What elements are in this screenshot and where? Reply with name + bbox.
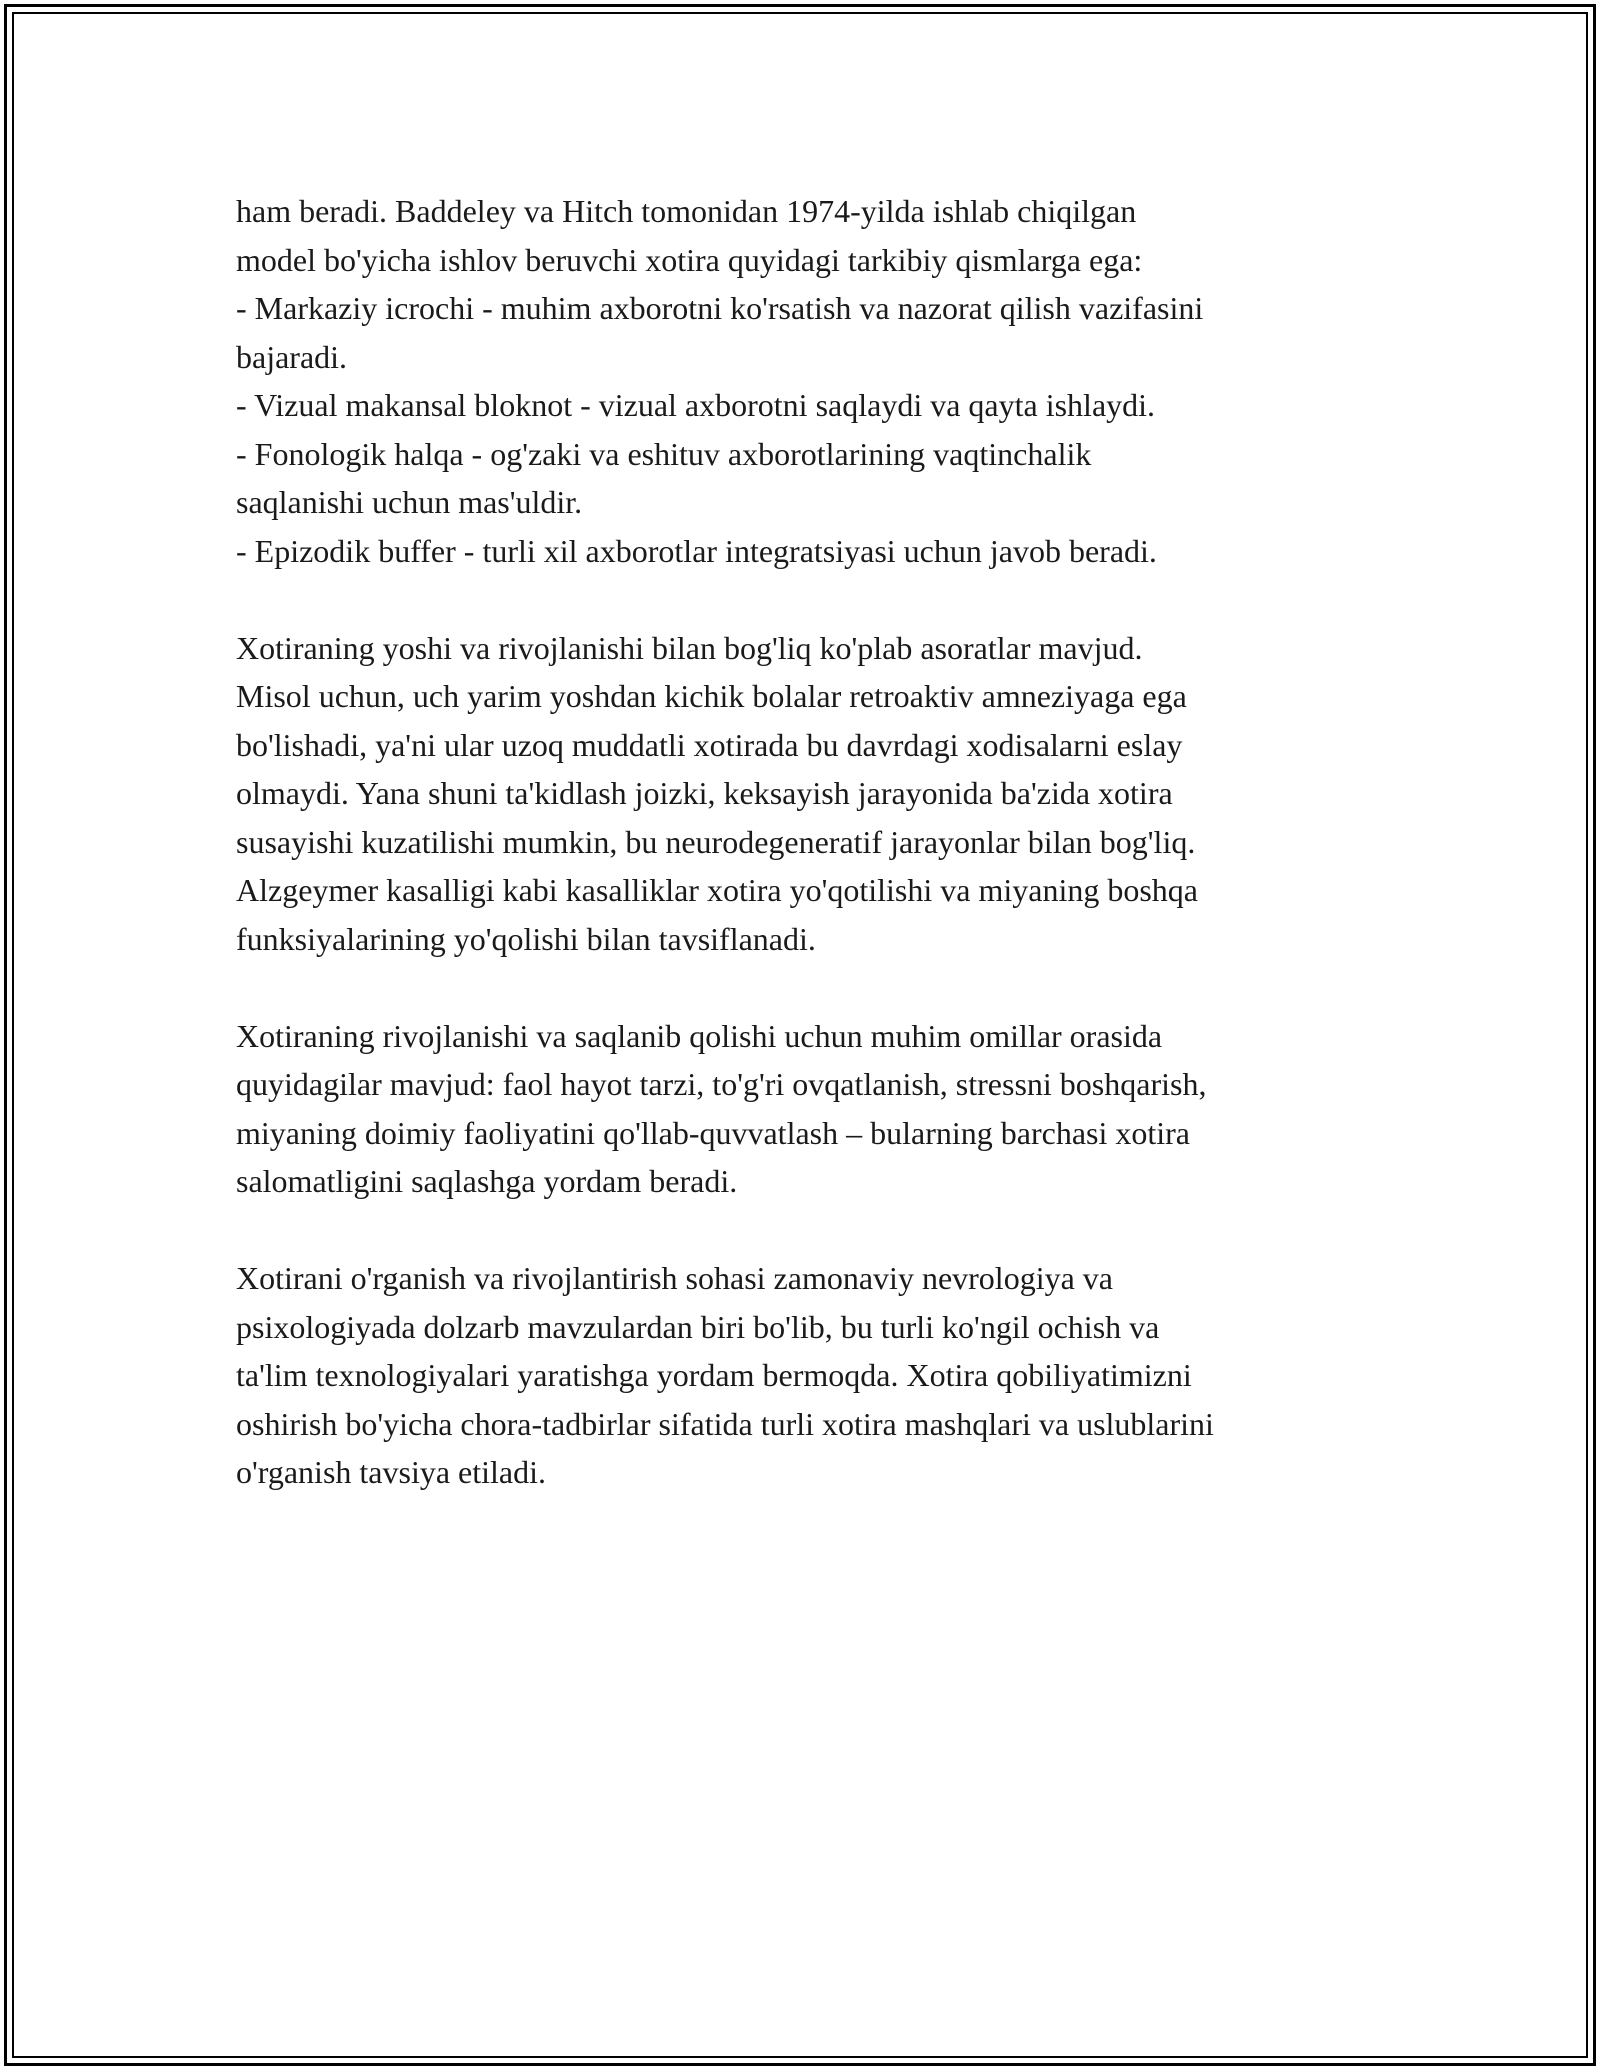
text-line: model bo'yicha ishlov beruvchi xotira quyidagi tarkibiy qismlarga ega: <box>236 241 1143 278</box>
list-item-visuospatial-sketchpad: - Vizual makansal bloknot - vizual axborotni saqlaydi va qayta ishlaydi. <box>236 387 1156 423</box>
list-item-central-executive: - Markaziy icrochi - muhim axborotni ko'rsatish va nazorat qilish vazifasini <box>236 290 1204 326</box>
text-line: ta'lim texnologiyalari yaratishga yordam bermoqda. Xotira qobiliyatimizni <box>236 1357 1192 1393</box>
paragraph-memory-research <box>236 1254 1386 1497</box>
text-line: quyidagilar mavjud: faol hayot tarzi, to'g'ri ovqatlanish, stressni boshqarish, <box>236 1066 1207 1102</box>
text-line: o'rganish tavsiya etiladi. <box>236 1454 546 1490</box>
text-line: psixologiyada dolzarb mavzulardan biri bo'lib, bu turli ko'ngil ochish va <box>236 1308 1160 1345</box>
text-line: Alzgeymer kasalligi kabi kasalliklar xotira yo'qotilishi va miyaning boshqa <box>236 872 1198 908</box>
paragraph-working-memory-model <box>236 187 1386 575</box>
text-line: olmaydi. Yana shuni ta'kidlash joizki, keksayish jarayonida ba'zida xotira <box>236 775 1173 811</box>
text-line: salomatligini saqlashga yordam beradi. <box>236 1163 738 1199</box>
list-item-phonological-loop: - Fonologik halqa - og'zaki va eshituv axborotlarining vaqtinchalik <box>236 435 1092 472</box>
text-line: Xotiraning yoshi va rivojlanishi bilan bog'liq ko'plab asoratlar mavjud. <box>236 629 1143 666</box>
text-line: susayishi kuzatilishi mumkin, bu neurodegeneratif jarayonlar bilan bog'liq. <box>236 823 1196 860</box>
text-line: Xotirani o'rganish va rivojlantirish sohasi zamonaviy nevrologiya va <box>236 1260 1113 1296</box>
text-line: saqlanishi uchun mas'uldir. <box>236 484 583 520</box>
text-line: oshirish bo'yicha chora-tadbirlar sifatida turli xotira mashqlari va uslublarini <box>236 1405 1214 1442</box>
text-line: miyaning doimiy faoliyatini qo'llab-quvvatlash – bularning barchasi xotira <box>236 1114 1190 1151</box>
text-line: Misol uchun, uch yarim yoshdan kichik bolalar retroaktiv amneziyaga ega <box>236 678 1187 714</box>
text-line: funksiyalarining yo'qolishi bilan tavsiflanadi. <box>236 920 816 957</box>
text-line: bo'lishadi, ya'ni ular uzoq muddatli xotirada bu davrdagi xodisalarni eslay <box>236 726 1183 763</box>
paragraph-memory-factors <box>236 1012 1386 1206</box>
document-body <box>236 187 1386 1545</box>
text-line: bajaradi. <box>236 338 348 375</box>
text-line: ham beradi. Baddeley va Hitch tomonidan 1974-yilda ishlab chiqilgan <box>236 193 1137 229</box>
list-item-episodic-buffer: - Epizodik buffer - turli xil axborotlar integratsiyasi uchun javob beradi. <box>236 532 1157 569</box>
text-line: Xotiraning rivojlanishi va saqlanib qolishi uchun muhim omillar orasida <box>236 1017 1163 1054</box>
paragraph-memory-age-development <box>236 624 1386 964</box>
